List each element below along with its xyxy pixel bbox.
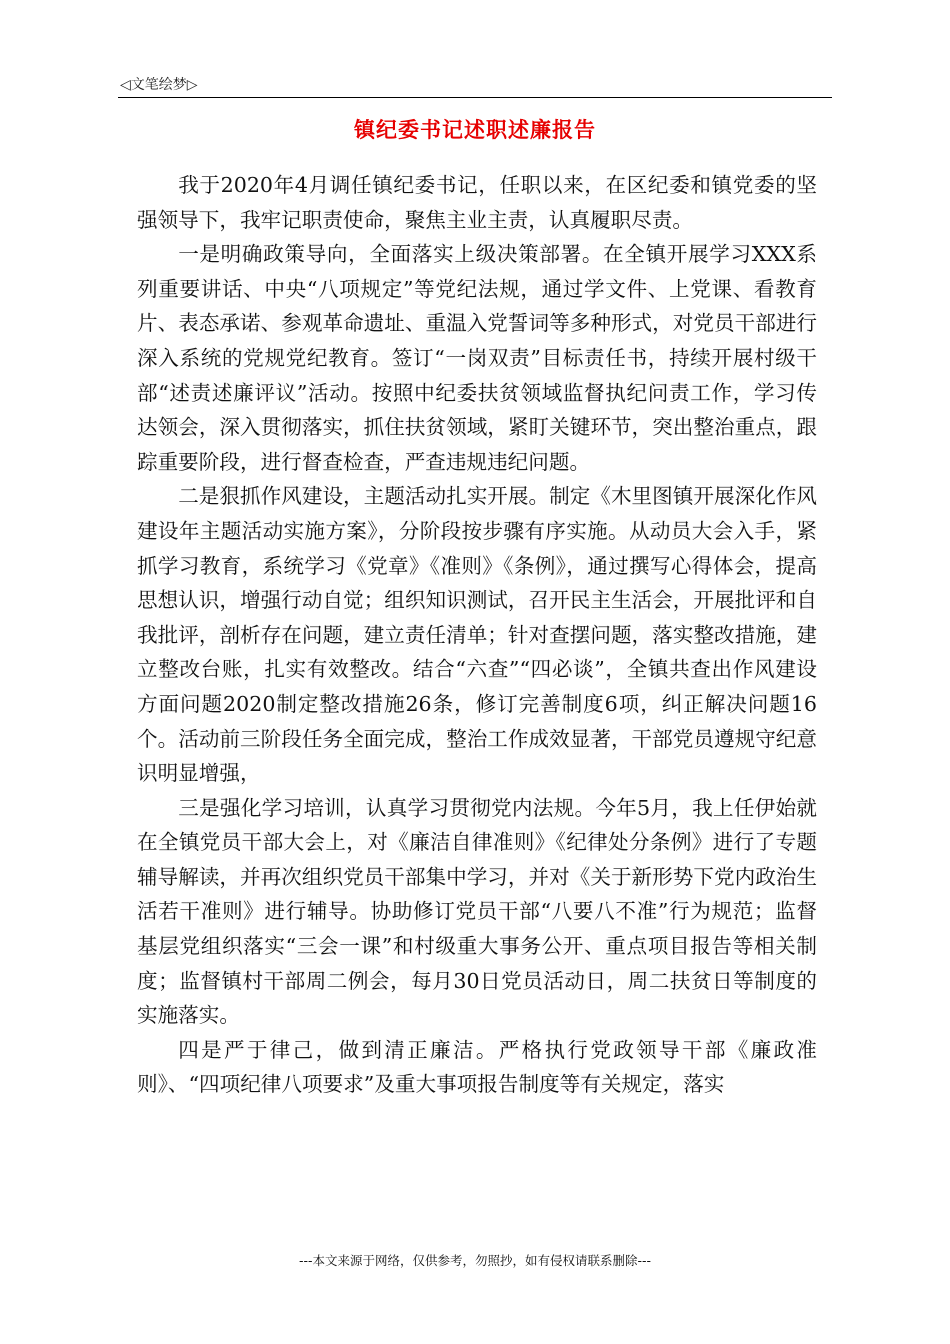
paragraph-training: 三是强化学习培训，认真学习贯彻党内法规。今年5月，我上任伊始就在全镇党员干部大会上，对《廉洁自律准则》《纪律处分条例》进行了专题辅导解读，并再次组织党员干部集中学习，并对《关于新形势下党内政治生活若干准则》进行辅导。协助修订党员干部“八要八不准”行为规范；监督基层党组织落实“三会一课”和村级重大事务公开、重点项目报告等相关制度；监督镇村干部周二例会，每月30日党员活动日，周二扶贫日等制度的实施落实。	[137, 795, 817, 1028]
document-title: 镇纪委书记述职述廉报告	[354, 118, 596, 142]
footer-disclaimer: ---本文来源于网络，仅供参考，勿照抄，如有侵权请联系删除---	[298, 1253, 652, 1268]
paragraph-style-building: 二是狠抓作风建设，主题活动扎实开展。制定《木里图镇开展深化作风建设年主题活动实施方案》，分阶段按步骤有序实施。从动员大会入手，紧抓学习教育，系统学习《党章》《准则》《条例》，通过撰写心得体会，提高思想认识，增强行动自觉；组织知识测试，召开民主生活会，开展批评和自我批评，剖析存在问题，建立责任清单；针对查摆问题，落实整改措施，建立整改台账，扎实有效整改。结合“六查”“四必谈”，全镇共查出作风建设方面问题2020制定整改措施26条，修订完善制度6项，纠正解决问题16个。活动前三阶段任务全面完成，整治工作成效显著，干部党员遵规守纪意识明显增强，	[137, 484, 817, 786]
document-body	[137, 168, 817, 1102]
header-brand-text: ◁文笔绘梦▷	[120, 77, 198, 93]
paragraph-policy: 一是明确政策导向，全面落实上级决策部署。在全镇开展学习XXX系列重要讲话、中央“八项规定”等党纪法规，通过学文件、上党课、看教育片、表态承诺、参观革命遗址、重温入党誓词等多种形式，对党员干部进行深入系统的党规党纪教育。签订“一岗双责”目标责任书，持续开展村级干部“述责述廉评议”活动。按照中纪委扶贫领域监督执纪问责工作，学习传达领会，深入贯彻落实，抓住扶贫领域，紧盯关键环节，突出整治重点，跟踪重要阶段，进行督查检查，严查违规违纪问题。	[137, 242, 817, 474]
header-divider	[118, 97, 832, 98]
paragraph-intro: 我于2020年4月调任镇纪委书记，任职以来，在区纪委和镇党委的坚强领导下，我牢记职责使命，聚焦主业主责，认真履职尽责。	[137, 173, 817, 232]
paragraph-self-discipline: 四是严于律己，做到清正廉洁。严格执行党政领导干部《廉政准则》、“四项纪律八项要求”及重大事项报告制度等有关规定，落实	[137, 1037, 817, 1097]
